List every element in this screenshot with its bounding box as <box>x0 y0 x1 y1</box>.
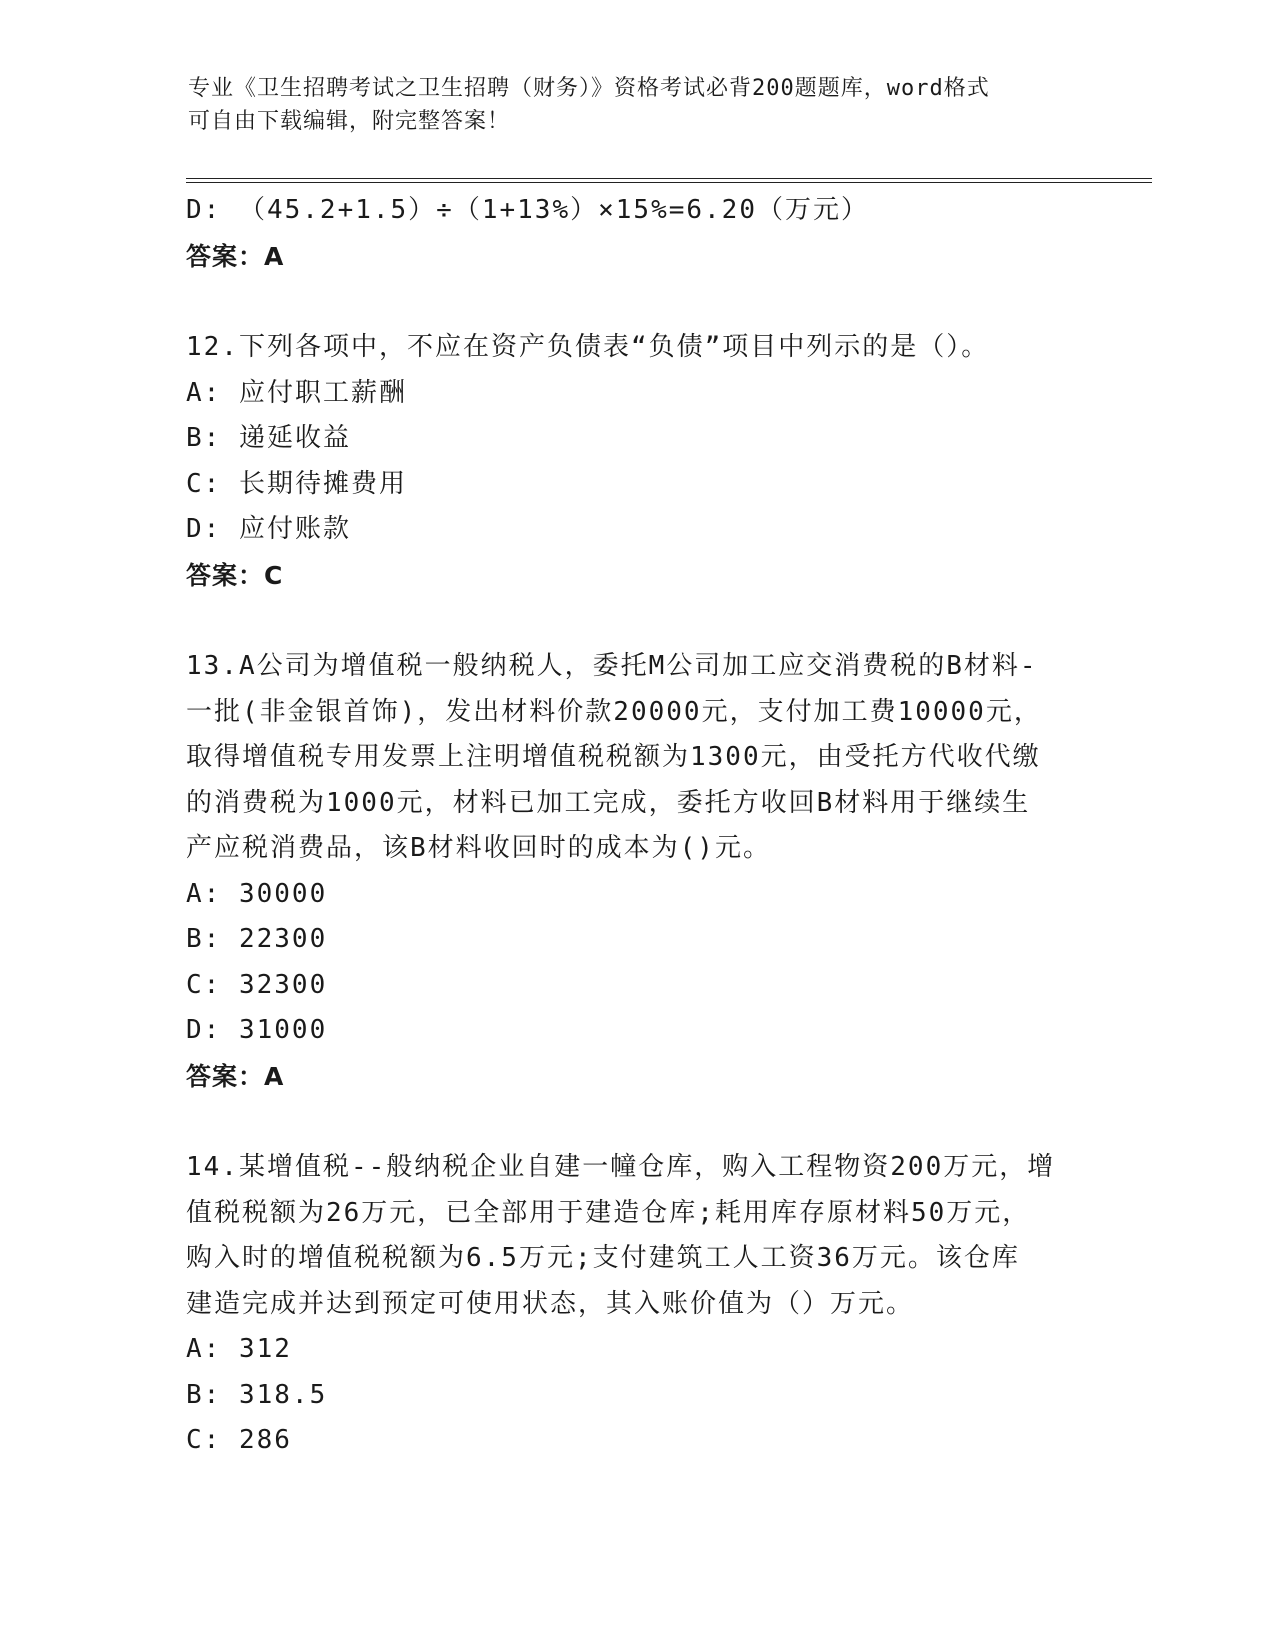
question-stem-line: 购入时的增值税税额为6.5万元;支付建筑工人工资36万元。该仓库 <box>186 1243 1020 1273</box>
option-c: C: 286 <box>186 1425 292 1455</box>
question-stem-line: 值税税额为26万元，已全部用于建造仓库;耗用库存原材料50万元， <box>186 1197 1031 1228</box>
option-a: A: 312 <box>186 1334 292 1364</box>
question-stem-line: 12.下列各项中，不应在资产负债表“负债”项目中列示的是（）。 <box>186 332 990 362</box>
option-d: D: 应付账款 <box>186 514 351 544</box>
question-stem-line: 13.A公司为增值税一般纳税人，委托M公司加工应交消费税的B材料- <box>186 651 1038 681</box>
question-stem-line: 产应税消费品，该B材料收回时的成本为()元。 <box>186 833 771 863</box>
question-stem-line: 14.某增值税--般纳税企业自建一幢仓库，购入工程物资200万元，增 <box>186 1152 1056 1182</box>
answer-line: 答案：A <box>186 241 285 271</box>
question-13 <box>186 644 1086 1099</box>
page-header <box>188 72 1068 138</box>
question-stem-line: 一批(非金银首饰)，发出材料价款20000元，支付加工费10000元， <box>186 696 1042 727</box>
option-b: B: 递延收益 <box>186 423 351 453</box>
previous-question-tail <box>186 188 1086 279</box>
option-d: D: 31000 <box>186 1015 328 1045</box>
question-stem-line: 的消费税为1000元，材料已加工完成，委托方收回B材料用于继续生 <box>186 787 1031 818</box>
option-b: B: 22300 <box>186 924 328 954</box>
question-12 <box>186 325 1086 598</box>
option-c: C: 32300 <box>186 969 328 1000</box>
option-a: A: 30000 <box>186 878 328 909</box>
header-divider-bottom <box>186 182 1152 183</box>
question-stem-line: 取得增值税专用发票上注明增值税税额为1300元，由受托方代收代缴 <box>186 742 1041 772</box>
question-14 <box>186 1145 1086 1464</box>
option-a: A: 应付职工薪酬 <box>186 377 407 408</box>
answer-line: 答案：C <box>186 560 284 590</box>
option-b: B: 318.5 <box>186 1379 328 1410</box>
header-divider-top <box>186 178 1152 179</box>
option-d: D: （45.2+1.5）÷（1+13%）×15%=6.20（万元） <box>186 195 869 225</box>
header-line: 专业《卫生招聘考试之卫生招聘（财务）》资格考试必背200题题库，word格式 <box>188 76 990 101</box>
option-c: C: 长期待摊费用 <box>186 468 407 499</box>
question-stem-line: 建造完成并达到预定可使用状态，其入账价值为（）万元。 <box>186 1288 915 1319</box>
header-line: 可自由下载编辑，附完整答案！ <box>188 109 511 134</box>
answer-line: 答案：A <box>186 1061 285 1091</box>
document-body <box>186 188 1086 1464</box>
